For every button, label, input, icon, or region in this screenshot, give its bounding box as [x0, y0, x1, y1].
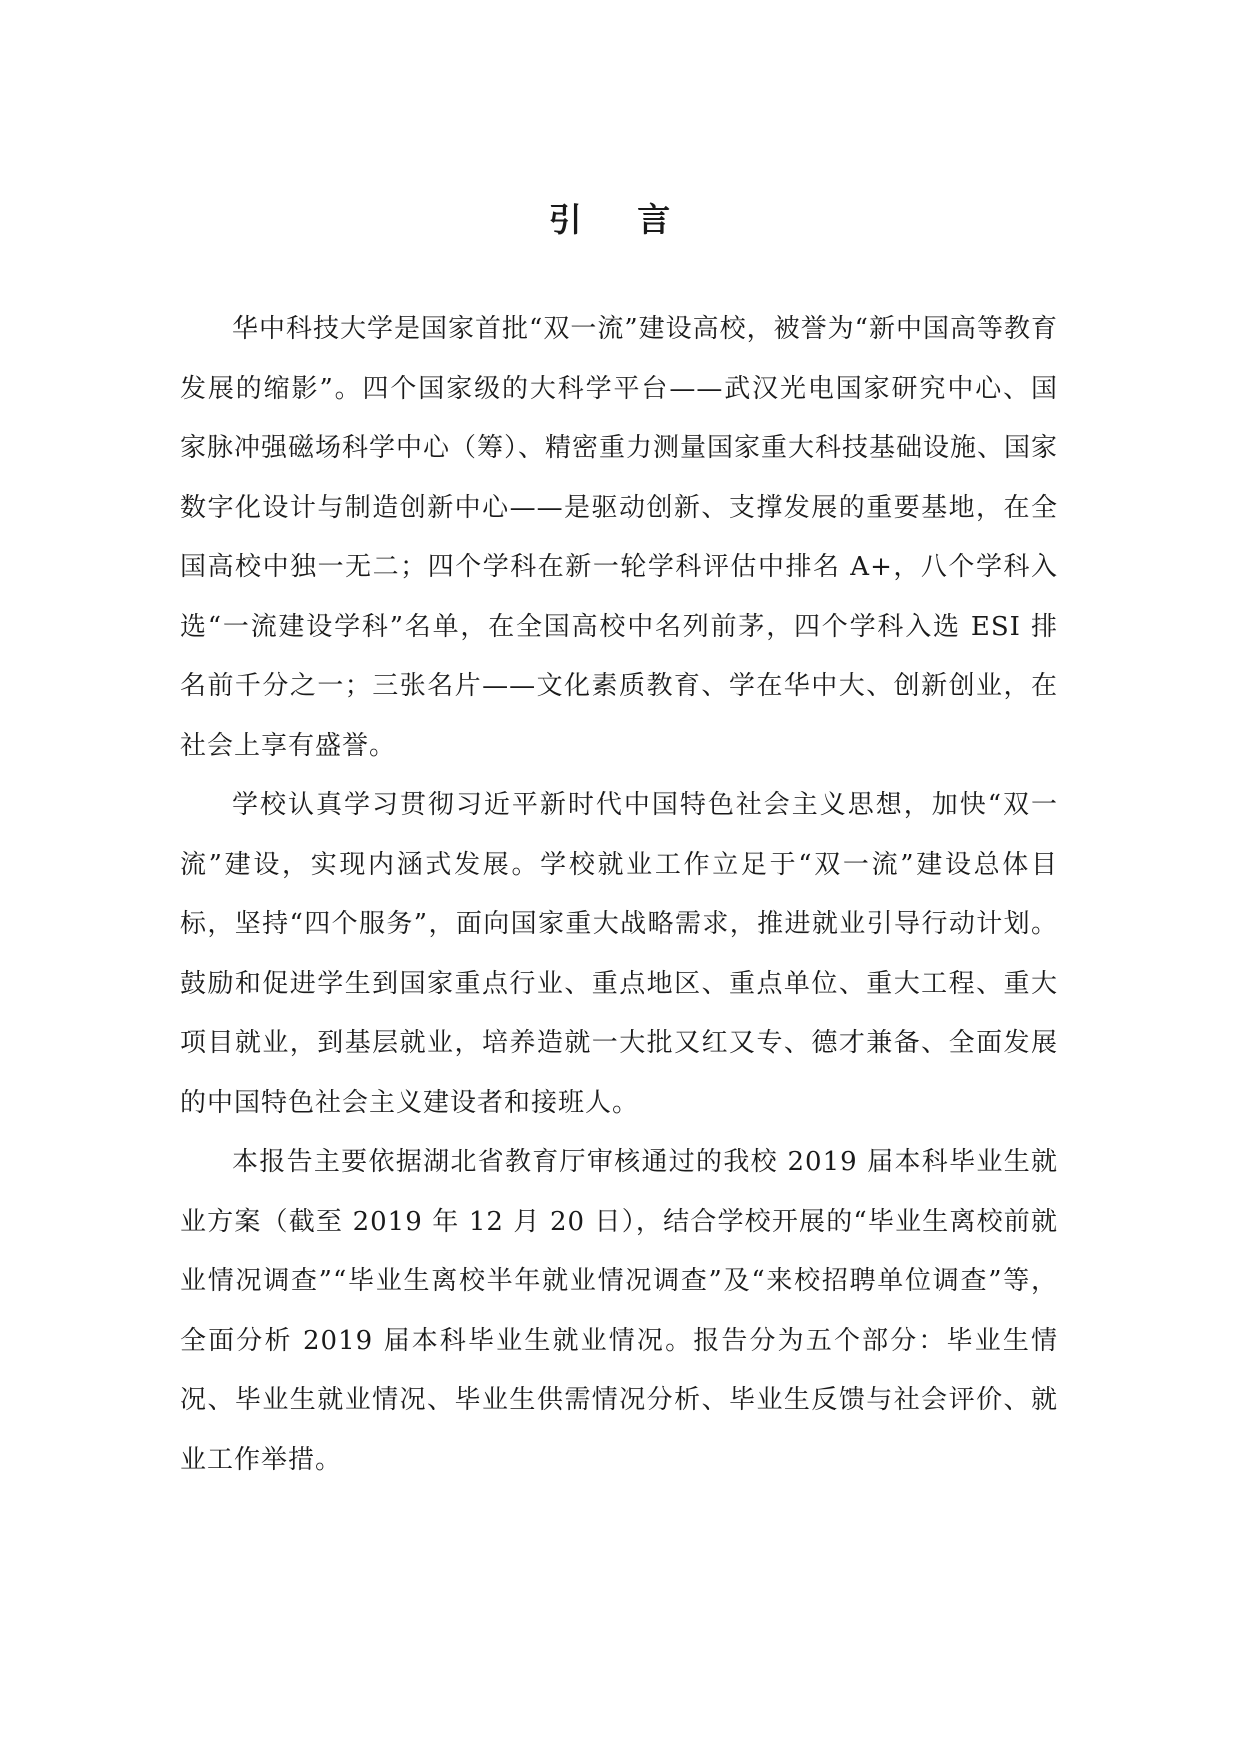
paragraph-report-scope: 本报告主要依据湖北省教育厅审核通过的我校 2019 届本科毕业生就业方案（截至 2019 年 12 月 20 日），结合学校开展的“毕业生离校前就业情况调查”“毕业生离校半年就业情况调查”及“来校招聘单位调查”等，全面分析 2019 届本科毕业生就业情况。报告分为五个部分：毕业生情况、毕业生就业情况、毕业生供需情况分析、毕业生反馈与社会评价、就业工作举措。 [180, 1147, 1058, 1475]
page-title: 引 言 [548, 200, 693, 239]
paragraph-intro-university: 华中科技大学是国家首批“双一流”建设高校，被誉为“新中国高等教育发展的缩影”。四个国家级的大科学平台——武汉光电国家研究中心、国家脉冲强磁场科学中心（筹）、精密重力测量国家重大科技基础设施、国家数字化设计与制造创新中心——是驱动创新、支撑发展的重要基地，在全国高校中独一无二；四个学科在新一轮学科评估中排名 A+，八个学科入选“一流建设学科”名单，在全国高校中名列前茅，四个学科入选 ESI 排名前千分之一；三张名片——文化素质教育、学在华中大、创新创业，在社会上享有盛誉。 [180, 314, 1059, 761]
paragraph-employment-policy: 学校认真学习贯彻习近平新时代中国特色社会主义思想，加快“双一流”建设，实现内涵式发展。学校就业工作立足于“双一流”建设总体目标，坚持“四个服务”，面向国家重大战略需求，推进就业引导行动计划。鼓励和促进学生到国家重点行业、重点地区、重点单位、重大工程、重大项目就业，到基层就业，培养造就一大批又红又专、德才兼备、全面发展的中国特色社会主义建设者和接班人。 [180, 790, 1058, 1118]
body-text [180, 300, 1058, 1490]
